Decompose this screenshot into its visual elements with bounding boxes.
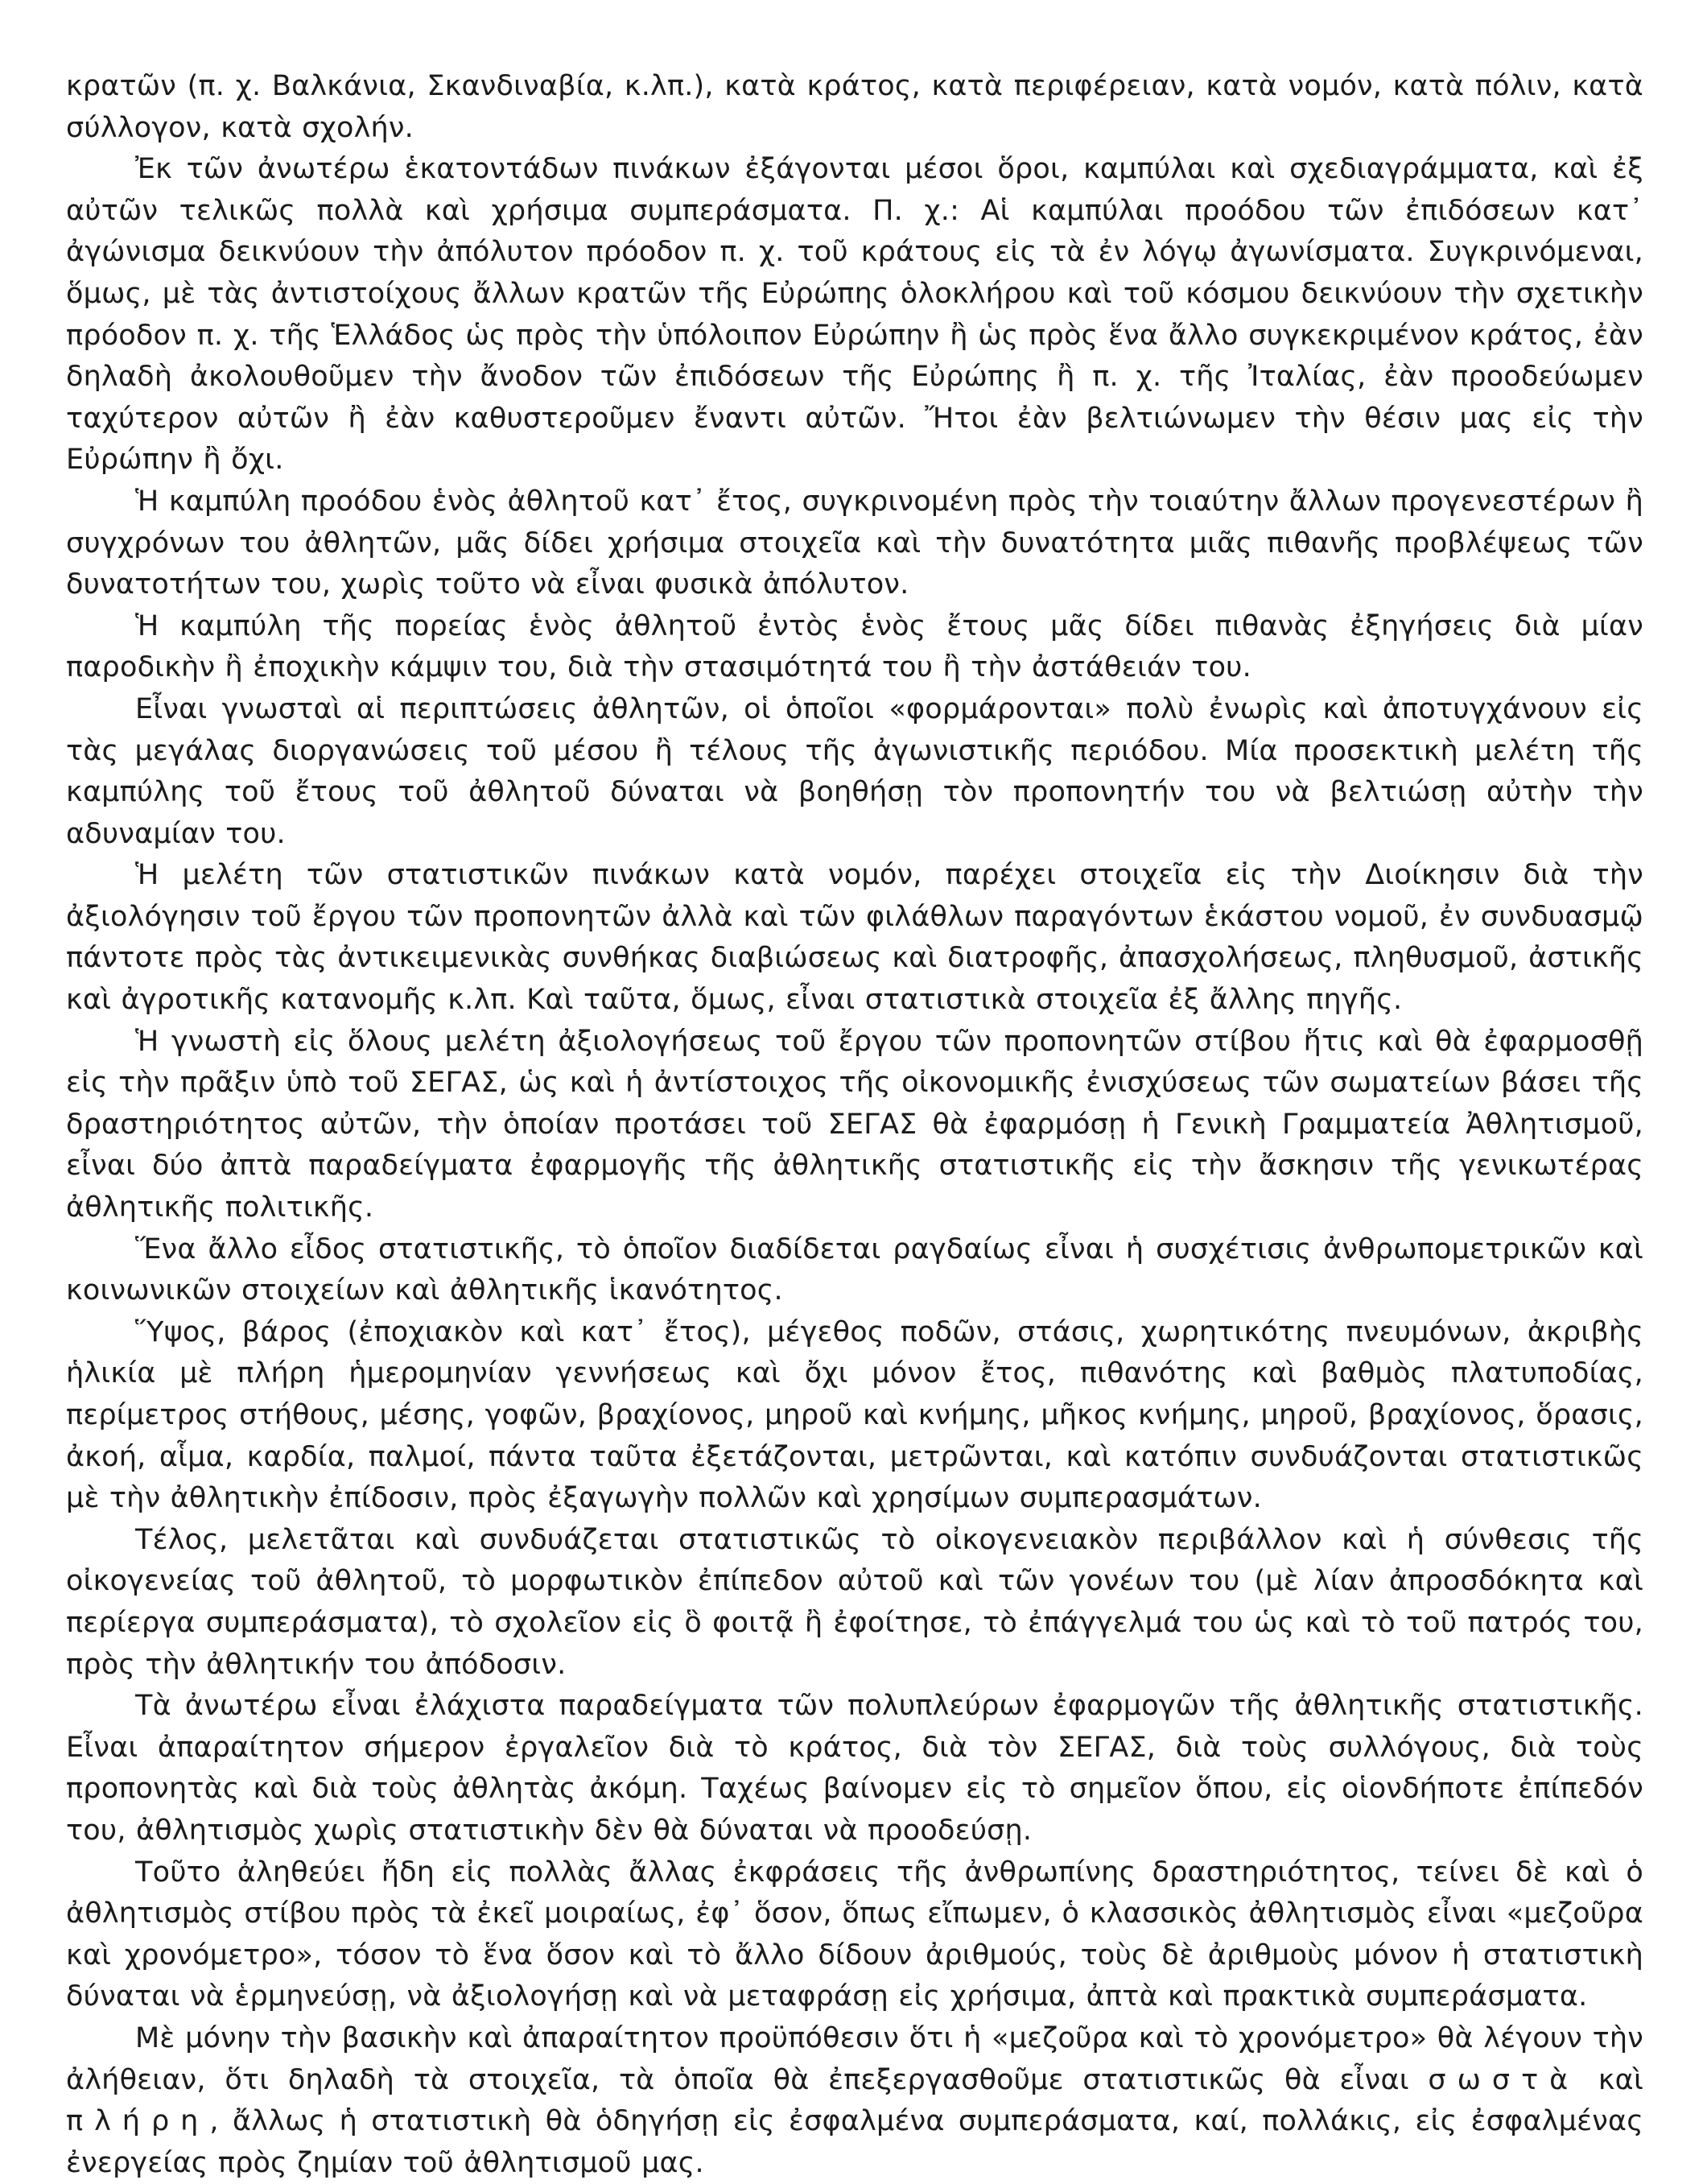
paragraph-13-text-start: Μὲ μόνην τὴν βασικὴν καὶ ἀπαραίτητον προϋπόθεσιν ὅτι ἡ «μεζοῦρα καὶ τὸ χρονόμετρο» θὰ λέγουν τὴν ἀλήθειαν, ὅτι δηλαδὴ τὰ στοιχεῖα, τὰ ὁποῖα θὰ ἐπεξεργασθοῦμε στατιστικῶς θὰ εἶναι <box>66 2021 1643 2096</box>
paragraph-13 <box>66 2018 1643 2184</box>
paragraph-3: Ἡ καμπύλη προόδου ἑνὸς ἀθλητοῦ κατ᾽ ἔτος, συγκρινομένη πρὸς τὴν τοιαύτην ἄλλων προγενεστέρων ἢ συγχρόνων του ἀθλητῶν, μᾶς δίδει χρήσιμα στοιχεῖα καὶ τὴν δυνατότητα μιᾶς πιθανῆς προβλέψεως τῶν δυνατοτήτων του, χωρὶς τοῦτο νὰ εἶναι φυσικὰ ἀπόλυτον. <box>66 485 1643 601</box>
paragraph-13-text-middle: καὶ <box>1579 2063 1643 2096</box>
document-page <box>66 66 1643 2179</box>
paragraph-13-text-end: , ἄλλως ἡ στατιστικὴ θὰ ὁδηγήσῃ εἰς ἐσφαλμένα συμπεράσματα, καί, πολλάκις, εἰς ἐσφαλμένας ἐνεργείας πρὸς ζημίαν τοῦ ἀθλητισμοῦ μας. <box>66 2105 1643 2179</box>
emphasis-word-plire: πλήρη <box>66 2105 210 2138</box>
emphasis-word-sosta: σωστὰ <box>1428 2063 1580 2096</box>
paragraph-6: Ἡ μελέτη τῶν στατιστικῶν πινάκων κατὰ νομόν, παρέχει στοιχεῖα εἰς τὴν Διοίκησιν διὰ τὴν ἀξιολόγησιν τοῦ ἔργου τῶν προπονητῶν ἀλλὰ καὶ τῶν φιλάθλων παραγόντων ἑκάστου νομοῦ, ἐν συνδυασμῷ πάντοτε πρὸς τὰς ἀντικειμενικὰς συνθήκας διαβιώσεως καὶ διατροφῆς, ἀπασχολήσεως, πληθυσμοῦ, ἀστικῆς καὶ ἀγροτικῆς κατανομῆς κ.λπ. Καὶ ταῦτα, ὅμως, εἶναι στατιστικὰ στοιχεῖα ἐξ ἄλλης πηγῆς. <box>66 859 1643 1017</box>
paragraph-11: Τὰ ἀνωτέρω εἶναι ἐλάχιστα παραδείγματα τῶν πολυπλεύρων ἐφαρμογῶν τῆς ἀθλητικῆς στατιστικῆς. Εἶναι ἀπαραίτητον σήμερον ἐργαλεῖον διὰ τὸ κράτος, διὰ τὸν ΣΕΓΑΣ, διὰ τοὺς συλλόγους, διὰ τοὺς προπονητὰς καὶ διὰ τοὺς ἀθλητὰς ἀκόμη. Ταχέως βαίνομεν εἰς τὸ σημεῖον ὅπου, εἰς οἱονδήποτε ἐπίπεδόν του, ἀθλητισμὸς χωρὶς στατιστικὴν δὲν θὰ δύναται νὰ προοδεύσῃ. <box>66 1690 1643 1847</box>
paragraph-2: Ἐκ τῶν ἀνωτέρω ἑκατοντάδων πινάκων ἐξάγονται μέσοι ὅροι, καμπύλαι καὶ σχεδιαγράμματα, καὶ ἐξ αὐτῶν τελικῶς πολλὰ καὶ χρήσιμα συμπεράσματα. Π. χ.: Αἱ καμπύλαι προόδου τῶν ἐπιδόσεων κατ᾽ ἀγώνισμα δεικνύουν τὴν ἀπόλυτον πρόοδον π. χ. τοῦ κράτους εἰς τὰ ἐν λόγῳ ἀγωνίσματα. Συγκρινόμεναι, ὅμως, μὲ τὰς ἀντιστοίχους ἄλλων κρατῶν τῆς Εὐρώπης ὁλοκλήρου καὶ τοῦ κόσμου δεικνύουν τὴν σχετικὴν πρόοδον π. χ. τῆς Ἑλλάδος ὡς πρὸς τὴν ὑπόλοιπον Εὐρώπην ἢ ὡς πρὸς ἕνα ἄλλο συγκεκριμένον κράτος, ἐὰν δηλαδὴ ἀκολουθοῦμεν τὴν ἄνοδον τῶν ἐπιδόσεων τῆς Εὐρώπης ἢ π. χ. τῆς Ἰταλίας, ἐὰν προοδεύωμεν ταχύτερον αὐτῶν ἢ ἐὰν καθυστεροῦμεν ἔναντι αὐτῶν. Ἤτοι ἐὰν βελτιώνωμεν τὴν θέσιν μας εἰς τὴν Εὐρώπην ἢ ὄχι. <box>66 153 1643 477</box>
paragraph-7: Ἡ γνωστὴ εἰς ὅλους μελέτη ἀξιολογήσεως τοῦ ἔργου τῶν προπονητῶν στίβου ἥτις καὶ θὰ ἐφαρμοσθῇ εἰς τὴν πρᾶξιν ὑπὸ τοῦ ΣΕΓΑΣ, ὡς καὶ ἡ ἀντίστοιχος τῆς οἰκονομικῆς ἐνισχύσεως τῶν σωματείων βάσει τῆς δραστηριότητος αὐτῶν, τὴν ὁποίαν προτάσει τοῦ ΣΕΓΑΣ θὰ ἐφαρμόσῃ ἡ Γενικὴ Γραμματεία Ἀθλητισμοῦ, εἶναι δύο ἀπτὰ παραδείγματα ἐφαρμογῆς τῆς ἀθλητικῆς στατιστικῆς εἰς τὴν ἄσκησιν τῆς γενικωτέρας ἀθλητικῆς πολιτικῆς. <box>66 1025 1643 1224</box>
paragraph-8: Ἕνα ἄλλο εἶδος στατιστικῆς, τὸ ὁποῖον διαδίδεται ραγδαίως εἶναι ἡ συσχέτισις ἀνθρωπομετρικῶν καὶ κοινωνικῶν στοιχείων καὶ ἀθλητικῆς ἱκανότητος. <box>66 1232 1643 1307</box>
paragraph-12: Τοῦτο ἀληθεύει ἤδη εἰς πολλὰς ἄλλας ἐκφράσεις τῆς ἀνθρωπίνης δραστηριότητος, τείνει δὲ καὶ ὁ ἀθλητισμὸς στίβου πρὸς τὰ ἐκεῖ μοιραίως, ἐφ᾽ ὅσον, ὅπως εἴπωμεν, ὁ κλασσικὸς ἀθλητισμὸς εἶναι «μεζοῦρα καὶ χρονόμετρο», τόσον τὸ ἕνα ὅσον καὶ τὸ ἄλλο δίδουν ἀριθμούς, τοὺς δὲ ἀριθμοὺς μόνον ἡ στατιστικὴ δύναται νὰ ἑρμηνεύσῃ, νὰ ἀξιολογήσῃ καὶ νὰ μεταφράσῃ εἰς χρήσιμα, ἀπτὰ καὶ πρακτικὰ συμπεράσματα. <box>66 1856 1643 2013</box>
paragraph-1: κρατῶν (π. χ. Βαλκάνια, Σκανδιναβία, κ.λπ.), κατὰ κράτος, κατὰ περιφέρειαν, κατὰ νομόν, κατὰ πόλιν, κατὰ σύλλογον, κατὰ σχολήν. <box>66 70 1643 144</box>
paragraph-10: Τέλος, μελετᾶται καὶ συνδυάζεται στατιστικῶς τὸ οἰκογενειακὸν περιβάλλον καὶ ἡ σύνθεσις τῆς οἰκογενείας τοῦ ἀθλητοῦ, τὸ μορφωτικὸν ἐπίπεδον αὐτοῦ καὶ τῶν γονέων του (μὲ λίαν ἀπροσδόκητα καὶ περίεργα συμπεράσματα), τὸ σχολεῖον εἰς ὃ φοιτᾷ ἢ ἐφοίτησε, τὸ ἐπάγγελμά του ὡς καὶ τὸ τοῦ πατρός του, πρὸς τὴν ἀθλητικήν του ἀπόδοσιν. <box>66 1523 1643 1681</box>
paragraph-4: Ἡ καμπύλη τῆς πορείας ἑνὸς ἀθλητοῦ ἐντὸς ἑνὸς ἔτους μᾶς δίδει πιθανὰς ἐξηγήσεις διὰ μίαν παροδικὴν ἢ ἐποχικὴν κάμψιν του, διὰ τὴν στασιμότητά του ἢ τὴν ἀστάθειάν του. <box>66 609 1643 684</box>
paragraph-9: Ὕψος, βάρος (ἐποχιακὸν καὶ κατ᾽ ἔτος), μέγεθος ποδῶν, στάσις, χωρητικότης πνευμόνων, ἀκριβὴς ἡλικία μὲ πλήρη ἡμερομηνίαν γεννήσεως καὶ ὄχι μόνον ἔτος, πιθανότης καὶ βαθμὸς πλατυποδίας, περίμετρος στήθους, μέσης, γοφῶν, βραχίονος, μηροῦ καὶ κνήμης, μῆκος κνήμης, μηροῦ, βραχίονος, ὅρασις, ἀκοή, αἷμα, καρδία, παλμοί, πάντα ταῦτα ἐξετάζονται, μετρῶνται, καὶ κατόπιν συνδυάζονται στατιστικῶς μὲ τὴν ἀθλητικὴν ἐπίδοσιν, πρὸς ἐξαγωγὴν πολλῶν καὶ χρησίμων συμπερασμάτων. <box>66 1315 1643 1515</box>
paragraph-5: Εἶναι γνωσταὶ αἱ περιπτώσεις ἀθλητῶν, οἱ ὁποῖοι «φορμάρονται» πολὺ ἐνωρὶς καὶ ἀποτυγχάνουν εἰς τὰς μεγάλας διοργανώσεις τοῦ μέσου ἢ τέλους τῆς ἀγωνιστικῆς περιόδου. Μία προσεκτικὴ μελέτη τῆς καμπύλης τοῦ ἔτους τοῦ ἀθλητοῦ δύναται νὰ βοηθήσῃ τὸν προπονητήν του νὰ βελτιώσῃ αὐτὴν τὴν αδυναμίαν του. <box>66 692 1643 850</box>
